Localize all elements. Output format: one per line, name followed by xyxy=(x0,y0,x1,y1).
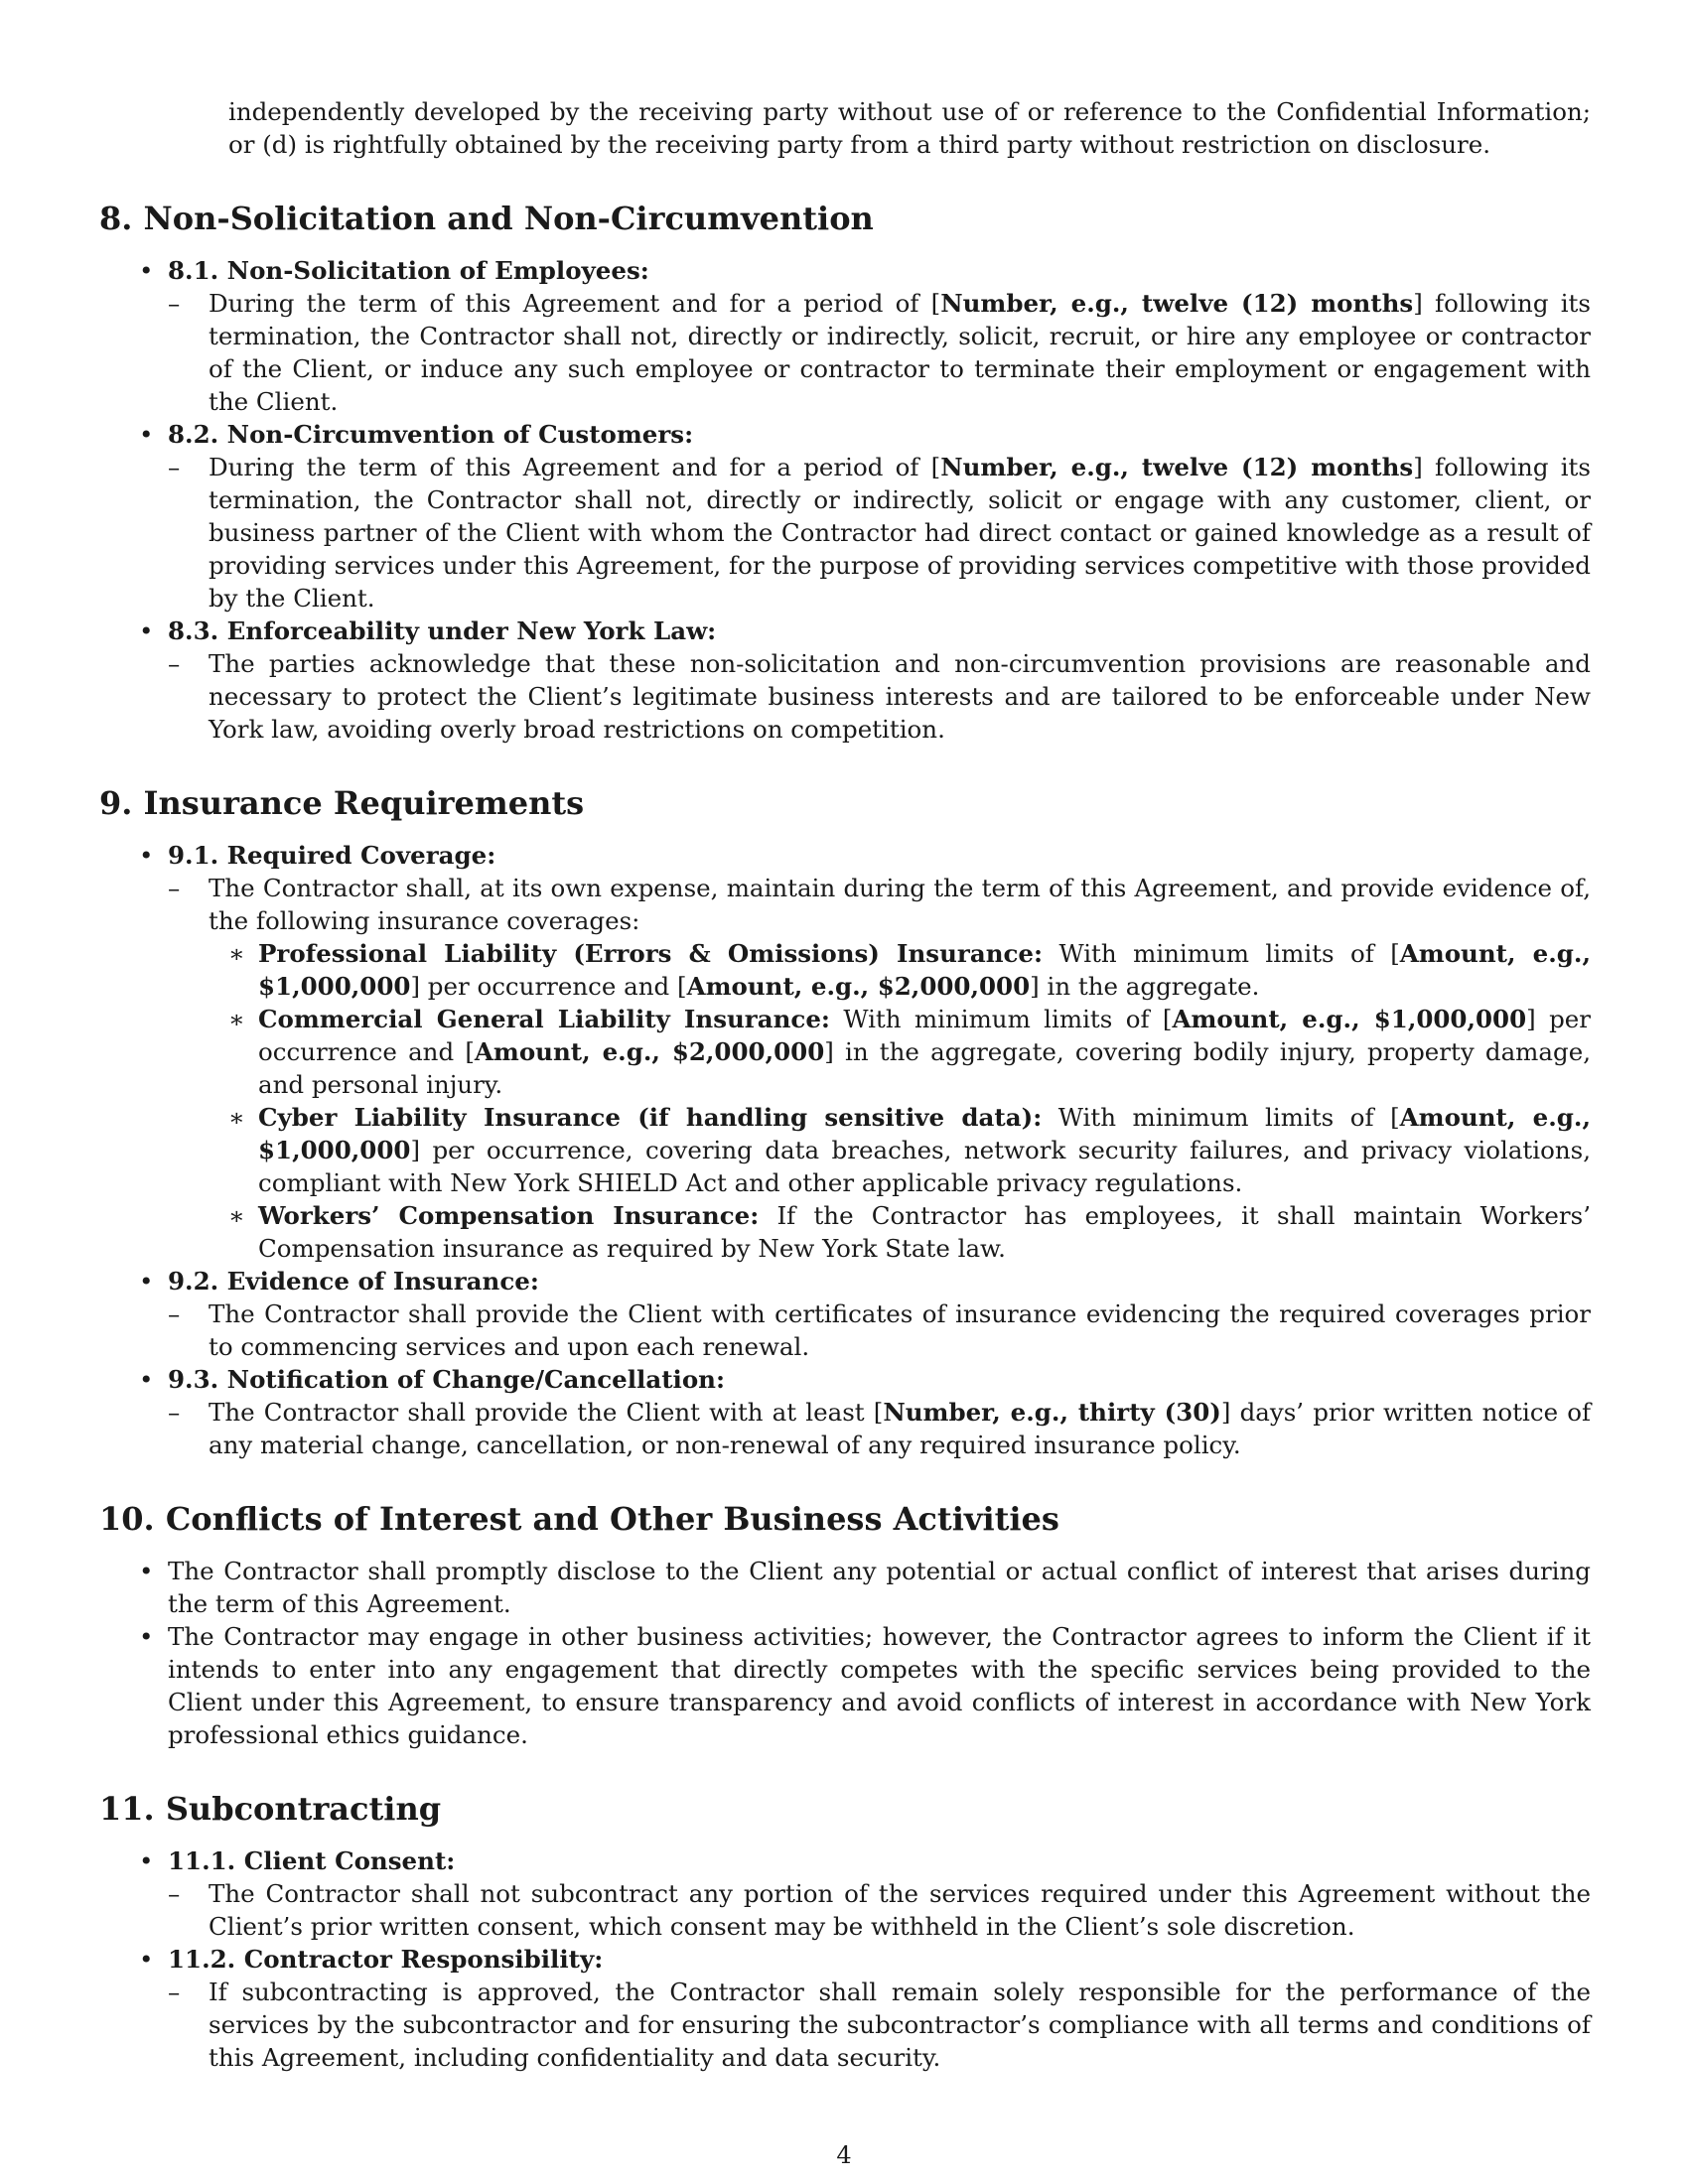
subsection xyxy=(99,418,1591,614)
clause-text xyxy=(209,649,1591,744)
list-item-text: The Contractor may engage in other business activities; however, the Contractor agrees to inform the Client if it intends to enter into any engagement that directly competes with the specific services being provided to the Client under this Agreement, to ensure transparency and avoid conflicts of interest in accordance with New York professional ethics guidance. xyxy=(168,1622,1591,1749)
subsection-items xyxy=(168,1976,1591,2074)
list-item-text: The Contractor shall promptly disclose to the Client any potential or actual conflict of interest that arises during the term of this Agreement. xyxy=(168,1557,1591,1618)
document-page xyxy=(99,95,1591,2074)
clause-text xyxy=(209,1978,1591,2072)
bold-text: Amount, e.g., $1,000,000 xyxy=(1172,1005,1527,1033)
text-run: ] days’ prior written notice of any material change, cancellation, or non-renewal of any required insurance policy. xyxy=(209,1398,1592,1459)
subsection-items xyxy=(168,1297,1591,1363)
text-run: The parties acknowledge that these non-solicitation and non-circumvention provisions are reasonable and necessary to protect the Client’s legitimate business interests and are tailored to be enforceable under New York law, avoiding overly broad restrictions on competition. xyxy=(209,649,1591,744)
bold-text: Amount, e.g., $2,000,000 xyxy=(474,1037,825,1066)
text-run: ] per occurrence and [ xyxy=(410,972,687,1001)
bullet-marker: • xyxy=(139,1365,154,1394)
bullet-marker: • xyxy=(139,1267,154,1296)
star-marker: ∗ xyxy=(228,1201,245,1230)
bold-text: Number, e.g., thirty (30) xyxy=(883,1398,1221,1427)
bold-text: Amount, e.g., $1,000,000 xyxy=(258,939,1591,1001)
clause-text xyxy=(209,1879,1591,1941)
subsection xyxy=(99,254,1591,418)
text-run: With minimum limits of [ xyxy=(1043,939,1400,968)
bold-text: Number, e.g., twelve (12) months xyxy=(940,289,1414,318)
dash-marker: – xyxy=(168,453,181,481)
text-run: If subcontracting is approved, the Contractor shall remain solely responsible for the performance of the services by the subcontractor and for ensuring the subcontractor’s compliance with all terms and conditions of this Agreement, including confidentiality and data security. xyxy=(209,1978,1591,2072)
text-run: ] in the aggregate, covering bodily injury, property damage, and personal injury. xyxy=(258,1037,1591,1099)
clause-text xyxy=(209,1398,1591,1459)
text-run: ] per occurrence, covering data breaches, network security failures, and privacy violations, compliant with New York SHIELD Act and other applicable privacy regulations. xyxy=(258,1136,1591,1197)
coverage-text xyxy=(258,939,1591,1001)
subsection xyxy=(99,1943,1591,2074)
bullet-marker: • xyxy=(139,1945,154,1974)
page-number: 4 xyxy=(836,2141,852,2169)
clause-text xyxy=(209,453,1591,613)
dash-marker: – xyxy=(168,289,181,318)
subsection-items xyxy=(168,287,1591,418)
coverage-item xyxy=(209,1101,1591,1199)
section-heading: 11. Subcontracting xyxy=(99,1790,442,1828)
subsection-title: 9.1. Required Coverage: xyxy=(168,841,496,870)
subsection-items xyxy=(168,1877,1591,1943)
coverage-text xyxy=(258,1201,1591,1263)
text-run: ] following its termination, the Contractor shall not, directly or indirectly, solicit or engage with any customer, client, or business partner of the Client with whom the Contractor had direct contact or gained knowledge as a result of providing services under this Agreement, for the purpose of providing services competitive with those provided by the Client. xyxy=(209,453,1591,613)
subsection-items xyxy=(168,872,1591,1265)
clause-item xyxy=(148,1976,1591,2074)
subsection-items xyxy=(168,451,1591,614)
bold-text: Commercial General Liability Insurance: xyxy=(258,1005,830,1033)
clause-item xyxy=(148,1396,1591,1461)
coverage-item xyxy=(209,1199,1591,1265)
clause-item xyxy=(148,1877,1591,1943)
subsection-title: 9.3. Notification of Change/Cancellation: xyxy=(168,1365,726,1394)
subsection xyxy=(99,839,1591,1265)
star-marker: ∗ xyxy=(228,939,245,968)
text-run: During the term of this Agreement and for a period of [ xyxy=(209,453,941,481)
bullet-marker: • xyxy=(139,841,154,870)
subsection-title: 11.2. Contractor Responsibility: xyxy=(168,1945,604,1974)
bullet-marker: • xyxy=(139,1557,154,1585)
section-list xyxy=(99,839,1591,1461)
subsection xyxy=(99,614,1591,746)
list-item xyxy=(99,1555,1591,1620)
bullet-marker: • xyxy=(139,420,154,449)
clause-item xyxy=(148,1297,1591,1363)
dash-marker: – xyxy=(168,649,181,678)
subsection-items xyxy=(168,1396,1591,1461)
bullet-marker: • xyxy=(139,616,154,645)
text-run: The Contractor shall, at its own expense, maintain during the term of this Agreement, and provide evidence of, the following insurance coverages: xyxy=(209,874,1591,935)
dash-marker: – xyxy=(168,874,181,902)
star-marker: ∗ xyxy=(228,1103,245,1132)
text-run: ] following its termination, the Contractor shall not, directly or indirectly, solicit, recruit, or hire any employee or contractor of the Client, or induce any such employee or contractor to terminate their employment or engagement with the Client. xyxy=(209,289,1591,416)
text-run: The Contractor shall provide the Client with at least [ xyxy=(209,1398,884,1427)
bold-text: Number, e.g., twelve (12) months xyxy=(940,453,1414,481)
text-run: The Contractor shall provide the Client with certificates of insurance evidencing the required coverages prior to commencing services and upon each renewal. xyxy=(209,1299,1591,1361)
text-run: ] per occurrence and [ xyxy=(258,1005,1591,1066)
bullet-marker: • xyxy=(139,1846,154,1875)
clause-item xyxy=(148,287,1591,418)
bullet-marker: • xyxy=(139,256,154,285)
dash-marker: – xyxy=(168,1978,181,2006)
intro-continuation: independently developed by the receiving party without use of or reference to the Confidential Information; or (d) is rightfully obtained by the receiving party from a third party without restriction on disclosure. xyxy=(228,97,1591,159)
text-run: If the Contractor has employees, it shall maintain Workers’ Compensation insurance as required by New York State law. xyxy=(258,1201,1591,1263)
text-run: ] in the aggregate. xyxy=(1030,972,1260,1001)
text-run: The Contractor shall not subcontract any portion of the services required under this Agreement without the Client’s prior written consent, which consent may be withheld in the Client’s sole discretion. xyxy=(209,1879,1591,1941)
clause-text xyxy=(209,1299,1591,1361)
bold-text: Workers’ Compensation Insurance: xyxy=(258,1201,760,1230)
coverage-list xyxy=(209,937,1591,1265)
coverage-text xyxy=(258,1103,1591,1197)
bullet-marker: • xyxy=(139,1622,154,1651)
section-heading: 8. Non-Solicitation and Non-Circumvention xyxy=(99,200,874,237)
subsection xyxy=(99,1844,1591,1943)
subsection xyxy=(99,1363,1591,1461)
bold-text: Amount, e.g., $1,000,000 xyxy=(258,1103,1591,1164)
coverage-item xyxy=(209,937,1591,1003)
bold-text: Cyber Liability Insurance (if handling sensitive data): xyxy=(258,1103,1043,1132)
subsection-title: 9.2. Evidence of Insurance: xyxy=(168,1267,539,1296)
subsection-title: 8.2. Non-Circumvention of Customers: xyxy=(168,420,694,449)
dash-marker: – xyxy=(168,1398,181,1427)
clause-item xyxy=(148,647,1591,746)
bold-text: Professional Liability (Errors & Omissions) Insurance: xyxy=(258,939,1044,968)
clause-item xyxy=(148,451,1591,614)
coverage-text xyxy=(258,1005,1591,1099)
dash-marker: – xyxy=(168,1299,181,1328)
coverage-item xyxy=(209,1003,1591,1101)
section-heading: 9. Insurance Requirements xyxy=(99,784,585,822)
star-marker: ∗ xyxy=(228,1005,245,1033)
list-item xyxy=(99,1620,1591,1751)
section-list xyxy=(99,254,1591,746)
subsection-items xyxy=(168,647,1591,746)
bold-text: Amount, e.g., $2,000,000 xyxy=(686,972,1031,1001)
subsection-title: 8.1. Non-Solicitation of Employees: xyxy=(168,256,649,285)
subsection-title: 11.1. Client Consent: xyxy=(168,1846,456,1875)
clause-item xyxy=(148,872,1591,1265)
dash-marker: – xyxy=(168,1879,181,1908)
section-list xyxy=(99,1844,1591,2074)
text-run: With minimum limits of [ xyxy=(1042,1103,1400,1132)
text-run: During the term of this Agreement and for a period of [ xyxy=(209,289,941,318)
sections-container xyxy=(99,199,1591,2074)
section-heading: 10. Conflicts of Interest and Other Business Activities xyxy=(99,1500,1059,1538)
section-list xyxy=(99,1555,1591,1751)
subsection-title: 8.3. Enforceability under New York Law: xyxy=(168,616,717,645)
subsection xyxy=(99,1265,1591,1363)
text-run: With minimum limits of [ xyxy=(829,1005,1173,1033)
clause-text xyxy=(209,289,1591,416)
clause-text xyxy=(209,874,1591,935)
